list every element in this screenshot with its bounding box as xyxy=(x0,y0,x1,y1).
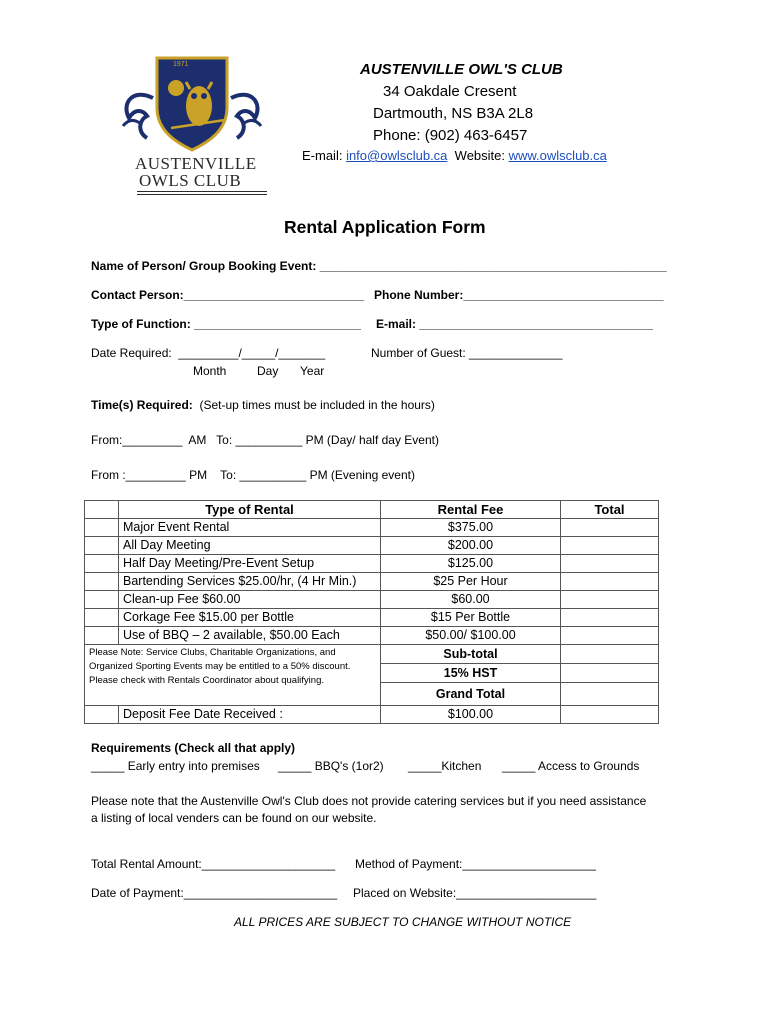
club-city: Dartmouth, NS B3A 2L8 xyxy=(373,105,534,122)
req-grounds[interactable]: _____ Access to Grounds xyxy=(502,759,640,773)
req-bbq[interactable]: _____ BBQ's (1or2) xyxy=(278,759,384,773)
select-cell[interactable] xyxy=(85,706,119,724)
phone-number-field[interactable]: Phone Number:______________________________ xyxy=(374,288,664,302)
month-label: Month xyxy=(193,364,227,378)
rental-fee: $60.00 xyxy=(381,591,561,609)
rental-fee: $50.00/ $100.00 xyxy=(381,627,561,645)
name-field[interactable]: Name of Person/ Group Booking Event: ____________________________________________________ xyxy=(91,259,667,273)
contact-line xyxy=(302,148,607,163)
total-cell[interactable] xyxy=(561,555,659,573)
deposit-row xyxy=(85,706,659,724)
table-row xyxy=(85,591,659,609)
hst-label: 15% HST xyxy=(381,664,561,683)
club-phone: Phone: (902) 463-6457 xyxy=(373,127,528,144)
club-name: AUSTENVILLE OWL'S CLUB xyxy=(360,61,563,78)
table-row xyxy=(85,537,659,555)
total-cell[interactable] xyxy=(561,537,659,555)
logo-line1: AUSTENVILLE xyxy=(135,154,257,173)
table-row xyxy=(85,519,659,537)
rental-type: Bartending Services $25.00/hr, (4 Hr Min.) xyxy=(119,573,381,591)
select-cell[interactable] xyxy=(85,555,119,573)
total-cell[interactable] xyxy=(561,609,659,627)
select-cell[interactable] xyxy=(85,519,119,537)
rental-fee: $15 Per Bottle xyxy=(381,609,561,627)
club-logo xyxy=(113,48,271,198)
website-link[interactable]: www.owlsclub.ca xyxy=(508,148,607,163)
rental-type: All Day Meeting xyxy=(119,537,381,555)
table-row xyxy=(85,555,659,573)
select-cell[interactable] xyxy=(85,537,119,555)
logo-rule xyxy=(137,191,267,192)
total-cell[interactable] xyxy=(561,706,659,724)
day-time-field[interactable]: From:_________ AM To: __________ PM (Day/ half day Event) xyxy=(91,433,439,447)
subtotal-row xyxy=(85,645,659,664)
email-link[interactable]: info@owlsclub.ca xyxy=(346,148,448,163)
type-header: Type of Rental xyxy=(119,501,381,519)
deposit-fee: $100.00 xyxy=(381,706,561,724)
email-field[interactable]: E-mail: ___________________________________ xyxy=(376,317,653,331)
payment-method-field[interactable]: Method of Payment:____________________ xyxy=(355,857,596,871)
rental-type: Clean-up Fee $60.00 xyxy=(119,591,381,609)
catering-note-line1: Please note that the Austenville Owl's Club does not provide catering services but if you need assistance xyxy=(91,794,647,808)
rental-fee: $25 Per Hour xyxy=(381,573,561,591)
day-label: Day xyxy=(257,364,279,378)
function-type-field[interactable]: Type of Function: _________________________ xyxy=(91,317,361,331)
total-cell[interactable] xyxy=(561,573,659,591)
times-note: (Set-up times must be included in the hours) xyxy=(199,398,435,412)
deposit-label: Deposit Fee Date Received : xyxy=(119,706,381,724)
subtotal-cell[interactable] xyxy=(561,645,659,664)
placed-on-website-field[interactable]: Placed on Website:_____________________ xyxy=(353,886,597,900)
select-cell[interactable] xyxy=(85,573,119,591)
fee-header: Rental Fee xyxy=(381,501,561,519)
rental-table xyxy=(84,500,659,724)
form-title: Rental Application Form xyxy=(284,217,486,237)
times-required xyxy=(91,398,435,412)
total-cell[interactable] xyxy=(561,627,659,645)
catering-note-line2: a listing of local venders can be found on our website. xyxy=(91,811,377,825)
rental-fee: $200.00 xyxy=(381,537,561,555)
table-row xyxy=(85,609,659,627)
discount-note: Please Note: Service Clubs, Charitable Organizations, and Organized Sporting Events may be entitled to a 50% discount. Please check with Rentals Coordinator about qualifying. xyxy=(85,645,381,706)
evening-time-field[interactable]: From :_________ PM To: __________ PM (Evening event) xyxy=(91,468,415,482)
total-cell[interactable] xyxy=(561,519,659,537)
select-cell[interactable] xyxy=(85,591,119,609)
table-header-row xyxy=(85,501,659,519)
times-label: Time(s) Required: xyxy=(91,398,193,412)
year-label: Year xyxy=(300,364,325,378)
logo-rule xyxy=(137,194,267,195)
grand-total-cell[interactable] xyxy=(561,683,659,706)
logo-line2: OWLS CLUB xyxy=(139,171,242,190)
req-kitchen[interactable]: _____Kitchen xyxy=(408,759,482,773)
select-cell[interactable] xyxy=(85,609,119,627)
total-header: Total xyxy=(561,501,659,519)
contact-person-field[interactable]: Contact Person:___________________________ xyxy=(91,288,364,302)
rental-type: Half Day Meeting/Pre-Event Setup xyxy=(119,555,381,573)
club-address: 34 Oakdale Cresent xyxy=(383,83,517,100)
subtotal-label: Sub-total xyxy=(381,645,561,664)
req-early-entry[interactable]: _____ Early entry into premises xyxy=(91,759,260,773)
grand-total-label: Grand Total xyxy=(381,683,561,706)
total-cell[interactable] xyxy=(561,591,659,609)
email-label: E-mail: xyxy=(302,148,347,163)
payment-date-field[interactable]: Date of Payment:_______________________ xyxy=(91,886,338,900)
rental-fee: $375.00 xyxy=(381,519,561,537)
table-row xyxy=(85,627,659,645)
total-amount-field[interactable]: Total Rental Amount:____________________ xyxy=(91,857,336,871)
website-label: Website: xyxy=(454,148,509,163)
guest-count-field[interactable]: Number of Guest: ______________ xyxy=(371,346,563,360)
rental-type: Use of BBQ – 2 available, $50.00 Each xyxy=(119,627,381,645)
hst-cell[interactable] xyxy=(561,664,659,683)
price-disclaimer: ALL PRICES ARE SUBJECT TO CHANGE WITHOUT NOTICE xyxy=(234,915,572,929)
rental-fee: $125.00 xyxy=(381,555,561,573)
table-row xyxy=(85,573,659,591)
rental-type: Major Event Rental xyxy=(119,519,381,537)
logo-year: 1971 xyxy=(173,61,189,68)
rental-type: Corkage Fee $15.00 per Bottle xyxy=(119,609,381,627)
select-cell[interactable] xyxy=(85,627,119,645)
date-required-field[interactable]: Date Required: _________/_____/_______ xyxy=(91,346,326,360)
requirements-title: Requirements (Check all that apply) xyxy=(91,741,296,755)
